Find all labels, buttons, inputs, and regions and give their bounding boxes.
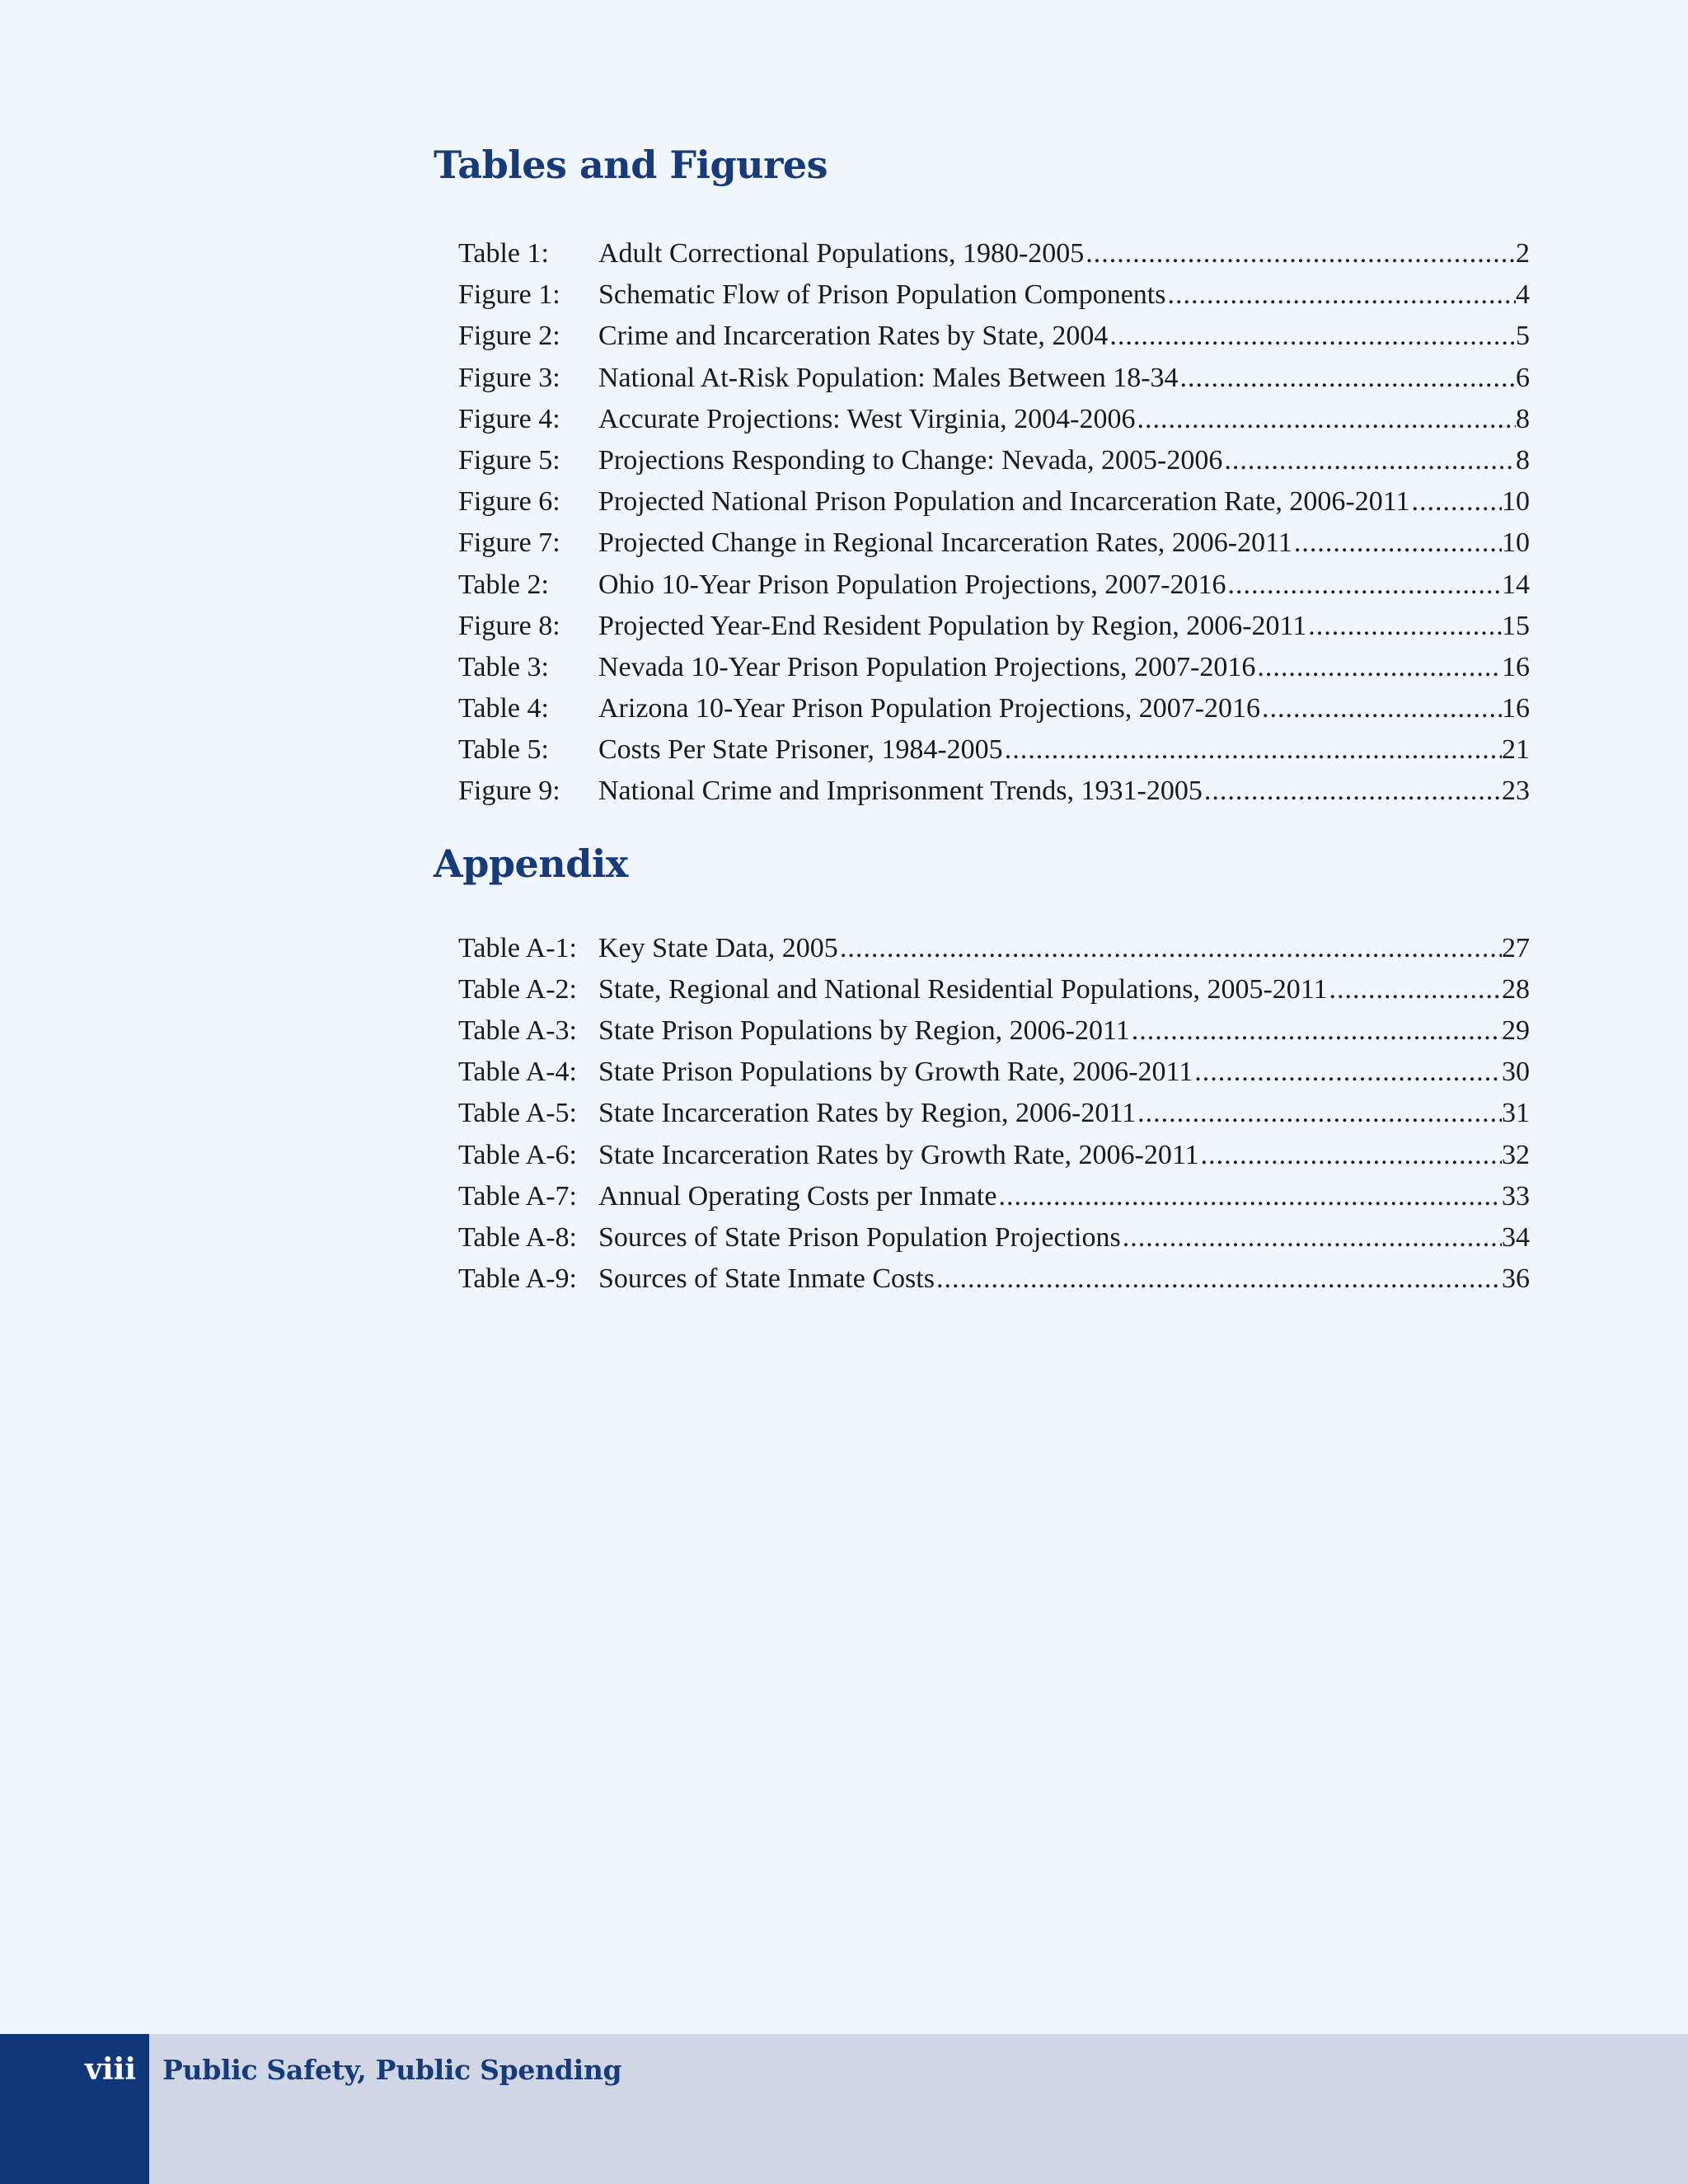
toc-entry-label: Figure 3: <box>458 362 560 393</box>
toc-entry-label: Figure 4: <box>458 403 560 434</box>
toc-entry-title-wrap <box>598 1052 1502 1093</box>
dot-leader <box>1194 1052 1502 1093</box>
running-footer-title: Public Safety, Public Spending <box>162 2054 622 2086</box>
toc-entry-title-wrap <box>598 1010 1502 1052</box>
toc-entry[interactable] <box>434 1176 1530 1217</box>
toc-entry[interactable] <box>434 688 1530 729</box>
toc-entry-title-wrap <box>598 1258 1502 1300</box>
toc-entry-title-wrap <box>598 274 1516 316</box>
toc-entry-page: 34 <box>1502 1221 1530 1253</box>
toc-entry-label: Table A-9: <box>458 1263 577 1295</box>
toc-entry-title: National Crime and Imprisonment Trends, 1931-2005 <box>598 776 1203 807</box>
appendix-list <box>434 928 1530 1301</box>
toc-entry-title: Projected National Prison Population and Incarceration Rate, 2006-2011 <box>598 486 1410 518</box>
toc-entry-label: Table A-4: <box>458 1057 577 1088</box>
toc-entry[interactable] <box>434 274 1530 316</box>
toc-entry-label: Table A-6: <box>458 1139 577 1170</box>
toc-entry-page: 14 <box>1502 569 1530 600</box>
toc-entry-title: Annual Operating Costs per Inmate <box>598 1180 997 1212</box>
toc-entry-label: Table A-2: <box>458 973 577 1005</box>
dot-leader <box>1224 440 1516 481</box>
toc-entry-label: Figure 7: <box>458 527 560 559</box>
toc-entry-title-wrap <box>598 1217 1502 1258</box>
dot-leader <box>1257 647 1502 688</box>
toc-entry[interactable] <box>434 1052 1530 1093</box>
toc-entry[interactable] <box>434 1217 1530 1258</box>
toc-entry-title: Projections Responding to Change: Nevada, 2005-2006 <box>598 444 1223 476</box>
toc-entry[interactable] <box>434 1093 1530 1134</box>
toc-entry-page: 16 <box>1502 693 1530 724</box>
toc-entry-title: Projected Change in Regional Incarceration Rates, 2006-2011 <box>598 527 1292 559</box>
toc-entry-label: Figure 9: <box>458 776 560 807</box>
toc-entry-title-wrap <box>598 440 1516 481</box>
toc-entry-title: Ohio 10-Year Prison Population Projections, 2007-2016 <box>598 569 1226 600</box>
dot-leader <box>1329 969 1503 1010</box>
toc-entry[interactable] <box>434 729 1530 771</box>
toc-entry[interactable] <box>434 928 1530 969</box>
dot-leader <box>1137 1093 1502 1134</box>
toc-entry[interactable] <box>434 481 1530 523</box>
toc-entry-title: Crime and Incarceration Rates by State, 2004 <box>598 321 1109 352</box>
toc-entry-title: National At-Risk Population: Males Between 18-34 <box>598 362 1179 393</box>
toc-entry-title: Accurate Projections: West Virginia, 2004-2006 <box>598 403 1136 434</box>
toc-entry-page: 36 <box>1502 1263 1530 1295</box>
toc-entry-page: 31 <box>1502 1098 1530 1129</box>
toc-entry-title-wrap <box>598 316 1516 357</box>
toc-entry-title-wrap <box>598 565 1502 606</box>
toc-entry[interactable] <box>434 969 1530 1010</box>
toc-entry-page: 10 <box>1502 486 1530 518</box>
dot-leader <box>1085 233 1516 274</box>
toc-entry-title: State Incarceration Rates by Growth Rate, 2006-2011 <box>598 1139 1199 1170</box>
toc-entry[interactable] <box>434 1010 1530 1052</box>
toc-entry-title: State Prison Populations by Region, 2006-2011 <box>598 1015 1130 1046</box>
page-number-tab <box>0 2034 149 2184</box>
toc-entry-label: Figure 2: <box>458 321 560 352</box>
toc-entry-page: 15 <box>1502 610 1530 641</box>
toc-entry-page: 29 <box>1502 1015 1530 1046</box>
toc-entry-page: 6 <box>1516 362 1530 393</box>
dot-leader <box>1412 481 1503 523</box>
dot-leader <box>1167 274 1516 316</box>
toc-entry-label: Table 3: <box>458 651 549 682</box>
toc-entry[interactable] <box>434 440 1530 481</box>
toc-entry-title: Costs Per State Prisoner, 1984-2005 <box>598 734 1003 766</box>
toc-entry-title-wrap <box>598 358 1516 399</box>
toc-entry-title: Sources of State Prison Population Projections <box>598 1221 1121 1253</box>
toc-entry-label: Figure 6: <box>458 486 560 518</box>
toc-entry-title-wrap <box>598 928 1502 969</box>
toc-entry-title: Schematic Flow of Prison Population Components <box>598 279 1166 311</box>
dot-leader <box>1132 1010 1502 1052</box>
toc-entry-title-wrap <box>598 399 1516 440</box>
toc-entry-page: 27 <box>1502 932 1530 963</box>
dot-leader <box>1228 565 1502 606</box>
toc-entry-title-wrap <box>598 647 1502 688</box>
toc-entry[interactable] <box>434 399 1530 440</box>
toc-entry-title-wrap <box>598 233 1516 274</box>
toc-entry-page: 2 <box>1516 238 1530 269</box>
toc-entry-label: Table A-5: <box>458 1098 577 1129</box>
toc-entry-title-wrap <box>598 771 1502 812</box>
dot-leader <box>1005 729 1502 771</box>
toc-entry-page: 5 <box>1516 321 1530 352</box>
toc-entry-title: Arizona 10-Year Prison Population Projections, 2007-2016 <box>598 693 1261 724</box>
toc-entry-title-wrap <box>598 688 1502 729</box>
toc-entry-page: 32 <box>1502 1139 1530 1170</box>
toc-entry-title-wrap <box>598 1135 1502 1176</box>
page-number: viii <box>85 2052 136 2087</box>
toc-entry-label: Table 2: <box>458 569 549 600</box>
toc-entry-title-wrap <box>598 606 1502 647</box>
dot-leader <box>998 1176 1502 1217</box>
toc-entry-page: 21 <box>1502 734 1530 766</box>
toc-entry[interactable] <box>434 316 1530 357</box>
toc-entry-title: State, Regional and National Residential Populations, 2005-2011 <box>598 973 1328 1005</box>
toc-entry-page: 8 <box>1516 444 1530 476</box>
toc-entry[interactable] <box>434 647 1530 688</box>
dot-leader <box>1123 1217 1502 1258</box>
toc-entry-label: Table 5: <box>458 734 549 766</box>
toc-entry[interactable] <box>434 1135 1530 1176</box>
toc-entry-page: 16 <box>1502 651 1530 682</box>
toc-entry-title-wrap <box>598 1093 1502 1134</box>
toc-entry[interactable] <box>434 1258 1530 1300</box>
toc-entry-title: Adult Correctional Populations, 1980-2005 <box>598 238 1085 269</box>
toc-entry-title-wrap <box>598 729 1502 771</box>
toc-entry-page: 23 <box>1502 776 1530 807</box>
toc-entry-label: Figure 5: <box>458 444 560 476</box>
toc-entry-label: Figure 1: <box>458 279 560 311</box>
dot-leader <box>840 928 1502 969</box>
dot-leader <box>1109 316 1516 357</box>
toc-entry[interactable] <box>434 358 1530 399</box>
toc-entry[interactable] <box>434 606 1530 647</box>
toc-entry-label: Table 4: <box>458 693 549 724</box>
toc-entry[interactable] <box>434 565 1530 606</box>
tables-and-figures-list <box>434 233 1530 813</box>
toc-entry[interactable] <box>434 523 1530 564</box>
toc-entry-page: 4 <box>1516 279 1530 311</box>
toc-entry-title: Key State Data, 2005 <box>598 932 838 963</box>
dot-leader <box>1137 399 1517 440</box>
page-footer <box>0 2034 1688 2184</box>
document-content <box>434 132 1530 1300</box>
toc-entry-page: 10 <box>1502 527 1530 559</box>
toc-entry-page: 28 <box>1502 973 1530 1005</box>
toc-entry-page: 30 <box>1502 1057 1530 1088</box>
dot-leader <box>1308 606 1502 647</box>
toc-entry-title: State Prison Populations by Growth Rate, 2006-2011 <box>598 1057 1193 1088</box>
toc-entry-page: 8 <box>1516 403 1530 434</box>
toc-entry-label: Table A-3: <box>458 1015 577 1046</box>
toc-entry-title: Projected Year-End Resident Population by Region, 2006-2011 <box>598 610 1307 641</box>
toc-entry-label: Figure 8: <box>458 610 560 641</box>
appendix-heading: Appendix <box>434 841 628 886</box>
toc-entry-label: Table A-1: <box>458 932 577 963</box>
toc-entry-title-wrap <box>598 969 1502 1010</box>
dot-leader <box>1180 358 1516 399</box>
toc-entry-title-wrap <box>598 523 1502 564</box>
tables-and-figures-heading: Tables and Figures <box>434 143 828 187</box>
toc-entry-label: Table 1: <box>458 238 549 269</box>
dot-leader <box>936 1258 1502 1300</box>
toc-entry-title-wrap <box>598 481 1502 523</box>
toc-entry-title: State Incarceration Rates by Region, 2006-2011 <box>598 1098 1137 1129</box>
toc-entry-label: Table A-7: <box>458 1180 577 1212</box>
dot-leader <box>1201 1135 1502 1176</box>
toc-entry-page: 33 <box>1502 1180 1530 1212</box>
dot-leader <box>1294 523 1502 564</box>
toc-entry[interactable] <box>434 233 1530 274</box>
toc-entry-label: Table A-8: <box>458 1221 577 1253</box>
toc-entry[interactable] <box>434 771 1530 812</box>
toc-entry-title-wrap <box>598 1176 1502 1217</box>
dot-leader <box>1204 771 1502 812</box>
dot-leader <box>1262 688 1502 729</box>
toc-entry-title: Sources of State Inmate Costs <box>598 1263 935 1295</box>
toc-entry-title: Nevada 10-Year Prison Population Projections, 2007-2016 <box>598 651 1256 682</box>
